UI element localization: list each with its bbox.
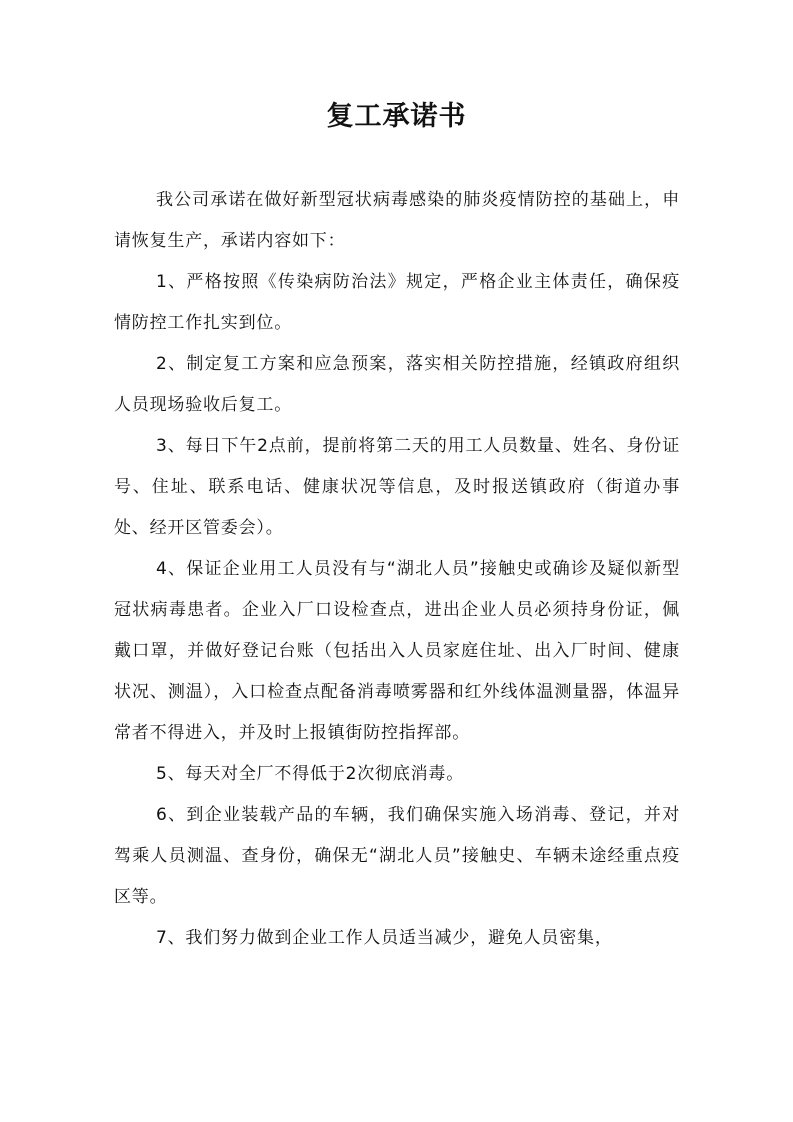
clause-2-paragraph: 2、制定复工方案和应急预案，落实相关防控措施，经镇政府组织人员现场验收后复工。 xyxy=(114,354,680,415)
intro-paragraph: 我公司承诺在做好新型冠状病毒感染的肺炎疫情防控的基础上，申请恢复生产，承诺内容如下： xyxy=(114,190,680,251)
document-body xyxy=(114,180,680,959)
clause-5-paragraph: 5、每天对全厂不得低于2次彻底消毒。 xyxy=(156,764,465,784)
clause-6-paragraph: 6、到企业装载产品的车辆，我们确保实施入场消毒、登记，并对驾乘人员测温、查身份，确保无“湖北人员”接触史、车辆未途经重点疫区等。 xyxy=(114,805,680,907)
clause-4-paragraph: 4、保证企业用工人员没有与“湖北人员”接触史或确诊及疑似新型冠状病毒患者。企业入厂口设检查点，进出企业人员必须持身份证，佩戴口罩，并做好登记台账（包括出入人员家庭住址、出入厂时间、健康状况、测温），入口检查点配备消毒喷雾器和红外线体温测量器，体温异常者不得进入，并及时上报镇街防控指挥部。 xyxy=(114,559,680,743)
clause-7-paragraph: 7、我们努力做到企业工作人员适当减少，避免人员密集， xyxy=(156,928,613,948)
clause-3-paragraph: 3、每日下午2点前，提前将第二天的用工人员数量、姓名、身份证号、住址、联系电话、健康状况等信息，及时报送镇政府（街道办事处、经开区管委会）。 xyxy=(114,436,680,538)
document-title: 复工承诺书 xyxy=(326,101,467,132)
clause-1-paragraph: 1、严格按照《传染病防治法》规定，严格企业主体责任，确保疫情防控工作扎实到位。 xyxy=(114,272,680,333)
